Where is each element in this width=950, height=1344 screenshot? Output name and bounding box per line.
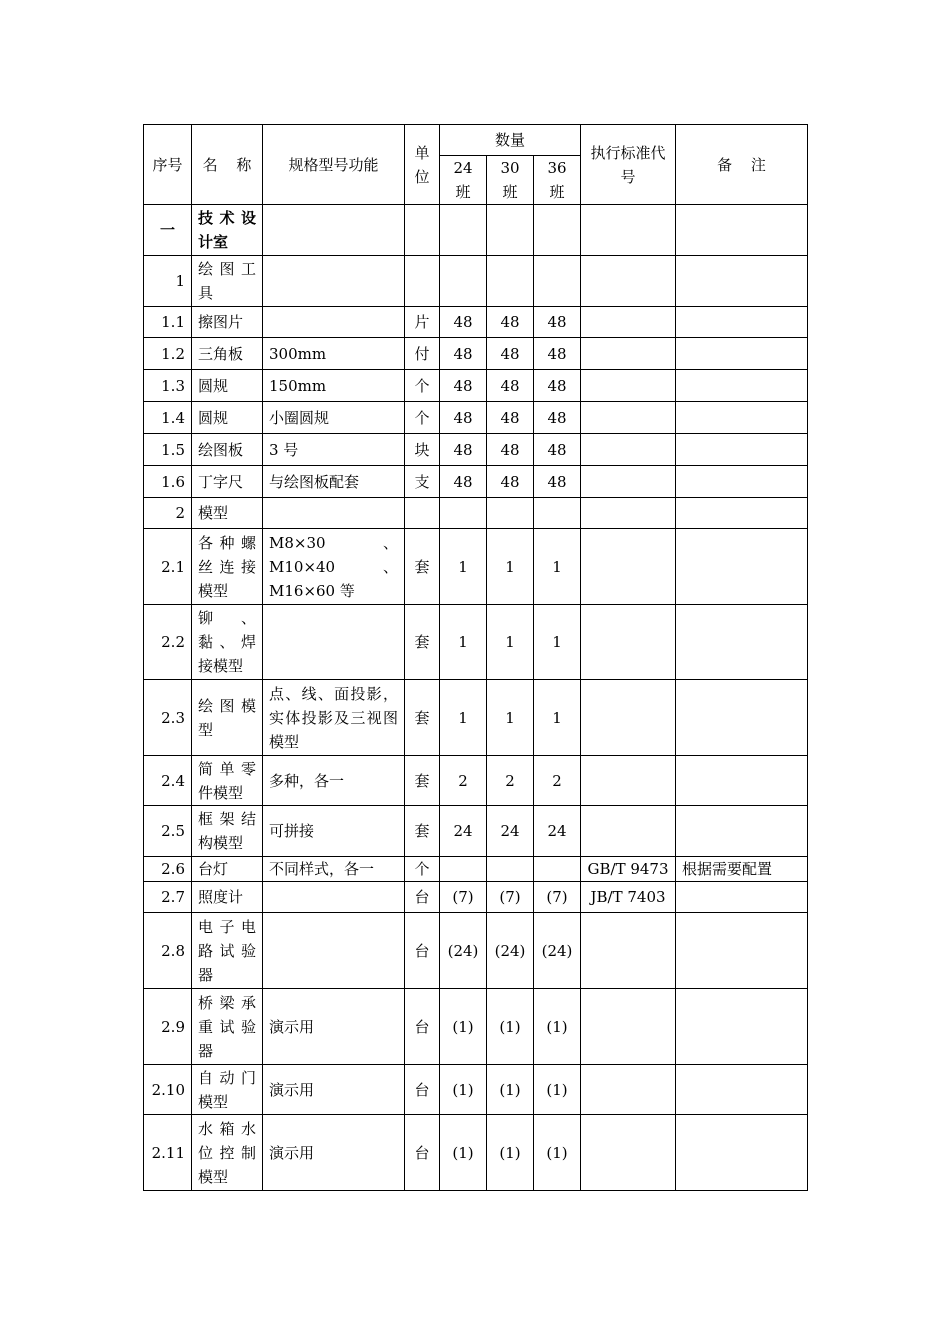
table-row bbox=[144, 402, 808, 434]
row-spec: 多种，各一 bbox=[263, 756, 405, 806]
header-qty: 数量 bbox=[440, 125, 581, 156]
row-spec: 3 号 bbox=[263, 434, 405, 466]
table-body bbox=[144, 125, 808, 1191]
row-seq: 1.6 bbox=[144, 466, 192, 498]
row-seq: 一 bbox=[144, 205, 192, 256]
row-unit bbox=[405, 498, 440, 529]
row-spec: 小圈圆规 bbox=[263, 402, 405, 434]
row-qty-24: 1 bbox=[440, 680, 487, 756]
row-unit: 台 bbox=[405, 882, 440, 913]
row-qty-36: (1) bbox=[534, 989, 581, 1065]
row-qty-30: 48 bbox=[487, 402, 534, 434]
row-qty-24: 48 bbox=[440, 307, 487, 338]
row-unit: 套 bbox=[405, 605, 440, 680]
row-qty-24: 48 bbox=[440, 402, 487, 434]
row-spec: 点、线、面投影，实体投影及三视图模型 bbox=[263, 680, 405, 756]
row-qty-30: 1 bbox=[487, 529, 534, 605]
row-qty-30: (1) bbox=[487, 1065, 534, 1115]
row-standard bbox=[581, 205, 676, 256]
row-note bbox=[676, 205, 808, 256]
table-row bbox=[144, 1065, 808, 1115]
row-seq: 2.1 bbox=[144, 529, 192, 605]
row-standard bbox=[581, 806, 676, 857]
row-seq: 2.4 bbox=[144, 756, 192, 806]
row-qty-30: 2 bbox=[487, 756, 534, 806]
row-qty-30: (1) bbox=[487, 1115, 534, 1191]
row-name: 圆规 bbox=[192, 402, 263, 434]
table-row bbox=[144, 1115, 808, 1191]
header-spec: 规格型号功能 bbox=[263, 125, 405, 205]
table-row bbox=[144, 338, 808, 370]
row-qty-36: (1) bbox=[534, 1065, 581, 1115]
table-row bbox=[144, 913, 808, 989]
row-qty-36: 48 bbox=[534, 307, 581, 338]
row-spec bbox=[263, 307, 405, 338]
row-unit: 台 bbox=[405, 1115, 440, 1191]
row-spec bbox=[263, 256, 405, 307]
row-qty-36: 1 bbox=[534, 529, 581, 605]
row-note bbox=[676, 882, 808, 913]
row-name: 照度计 bbox=[192, 882, 263, 913]
row-note bbox=[676, 913, 808, 989]
row-name: 自动门模型 bbox=[192, 1065, 263, 1115]
row-spec bbox=[263, 882, 405, 913]
row-name: 台灯 bbox=[192, 857, 263, 882]
row-qty-30: 48 bbox=[487, 434, 534, 466]
row-note bbox=[676, 605, 808, 680]
header-q30: 30 班 bbox=[487, 156, 534, 205]
row-note bbox=[676, 756, 808, 806]
row-qty-30: (7) bbox=[487, 882, 534, 913]
row-qty-24: (1) bbox=[440, 1065, 487, 1115]
row-qty-36: 48 bbox=[534, 338, 581, 370]
table-row bbox=[144, 680, 808, 756]
row-standard bbox=[581, 498, 676, 529]
row-qty-30 bbox=[487, 498, 534, 529]
header-name: 名 称 bbox=[192, 125, 263, 205]
row-note bbox=[676, 529, 808, 605]
row-qty-24: 1 bbox=[440, 605, 487, 680]
row-qty-30: 48 bbox=[487, 370, 534, 402]
row-note bbox=[676, 989, 808, 1065]
row-qty-30: 24 bbox=[487, 806, 534, 857]
row-unit: 支 bbox=[405, 466, 440, 498]
row-seq: 1.5 bbox=[144, 434, 192, 466]
row-unit bbox=[405, 205, 440, 256]
row-unit: 套 bbox=[405, 756, 440, 806]
row-name: 桥梁承重试验器 bbox=[192, 989, 263, 1065]
row-qty-24 bbox=[440, 857, 487, 882]
row-name: 简单零件模型 bbox=[192, 756, 263, 806]
row-unit: 片 bbox=[405, 307, 440, 338]
row-qty-24: (1) bbox=[440, 1115, 487, 1191]
row-spec: M8×30 、M10×40、M16×60 等 bbox=[263, 529, 405, 605]
row-standard bbox=[581, 338, 676, 370]
row-spec: 300mm bbox=[263, 338, 405, 370]
row-note bbox=[676, 680, 808, 756]
row-spec: 150mm bbox=[263, 370, 405, 402]
row-unit: 套 bbox=[405, 680, 440, 756]
row-seq: 2.11 bbox=[144, 1115, 192, 1191]
row-qty-36: (7) bbox=[534, 882, 581, 913]
table-row bbox=[144, 989, 808, 1065]
row-unit: 块 bbox=[405, 434, 440, 466]
row-note bbox=[676, 498, 808, 529]
row-qty-36: 48 bbox=[534, 402, 581, 434]
row-unit: 台 bbox=[405, 1065, 440, 1115]
row-standard bbox=[581, 989, 676, 1065]
row-qty-24 bbox=[440, 205, 487, 256]
row-seq: 2.7 bbox=[144, 882, 192, 913]
row-spec bbox=[263, 605, 405, 680]
row-qty-30 bbox=[487, 857, 534, 882]
row-qty-24: 48 bbox=[440, 338, 487, 370]
header-std: 执行标准代号 bbox=[581, 125, 676, 205]
row-note bbox=[676, 256, 808, 307]
row-qty-36: 48 bbox=[534, 466, 581, 498]
row-seq: 2.10 bbox=[144, 1065, 192, 1115]
row-note bbox=[676, 402, 808, 434]
header-q36: 36 班 bbox=[534, 156, 581, 205]
row-unit: 台 bbox=[405, 913, 440, 989]
row-unit bbox=[405, 256, 440, 307]
row-qty-36: (24) bbox=[534, 913, 581, 989]
row-note bbox=[676, 434, 808, 466]
row-qty-24: 1 bbox=[440, 529, 487, 605]
row-qty-24: 48 bbox=[440, 466, 487, 498]
row-qty-36 bbox=[534, 205, 581, 256]
row-standard bbox=[581, 1115, 676, 1191]
row-qty-24 bbox=[440, 256, 487, 307]
row-name: 模型 bbox=[192, 498, 263, 529]
row-qty-30: 1 bbox=[487, 680, 534, 756]
row-seq: 2.8 bbox=[144, 913, 192, 989]
row-spec bbox=[263, 498, 405, 529]
row-standard bbox=[581, 466, 676, 498]
table-row bbox=[144, 882, 808, 913]
table-row bbox=[144, 466, 808, 498]
header-seq: 序号 bbox=[144, 125, 192, 205]
row-name: 铆 、黏、焊接模型 bbox=[192, 605, 263, 680]
row-standard bbox=[581, 256, 676, 307]
row-note: 根据需要配置 bbox=[676, 857, 808, 882]
row-qty-30: (24) bbox=[487, 913, 534, 989]
row-unit: 付 bbox=[405, 338, 440, 370]
row-seq: 2.6 bbox=[144, 857, 192, 882]
row-name: 圆规 bbox=[192, 370, 263, 402]
row-qty-36 bbox=[534, 256, 581, 307]
row-seq: 2.9 bbox=[144, 989, 192, 1065]
row-qty-36: (1) bbox=[534, 1115, 581, 1191]
row-standard bbox=[581, 370, 676, 402]
row-qty-36: 2 bbox=[534, 756, 581, 806]
row-name: 绘图模型 bbox=[192, 680, 263, 756]
row-standard: JB/T 7403 bbox=[581, 882, 676, 913]
row-qty-30 bbox=[487, 256, 534, 307]
row-qty-36: 1 bbox=[534, 605, 581, 680]
table-row bbox=[144, 307, 808, 338]
row-unit: 个 bbox=[405, 402, 440, 434]
row-seq: 1 bbox=[144, 256, 192, 307]
row-seq: 2 bbox=[144, 498, 192, 529]
row-qty-30: 48 bbox=[487, 307, 534, 338]
row-seq: 1.2 bbox=[144, 338, 192, 370]
row-standard: GB/T 9473 bbox=[581, 857, 676, 882]
row-qty-24: 48 bbox=[440, 434, 487, 466]
table-row bbox=[144, 605, 808, 680]
row-spec: 演示用 bbox=[263, 1065, 405, 1115]
row-qty-30: 48 bbox=[487, 338, 534, 370]
row-note bbox=[676, 307, 808, 338]
row-spec: 演示用 bbox=[263, 989, 405, 1065]
row-qty-36: 1 bbox=[534, 680, 581, 756]
row-unit: 套 bbox=[405, 529, 440, 605]
table-row bbox=[144, 806, 808, 857]
row-qty-24: (24) bbox=[440, 913, 487, 989]
row-name: 绘图板 bbox=[192, 434, 263, 466]
row-name: 框架结构模型 bbox=[192, 806, 263, 857]
header-note: 备 注 bbox=[676, 125, 808, 205]
row-note bbox=[676, 806, 808, 857]
row-seq: 1.4 bbox=[144, 402, 192, 434]
row-qty-30: 1 bbox=[487, 605, 534, 680]
row-standard bbox=[581, 434, 676, 466]
row-name: 电子电路试验器 bbox=[192, 913, 263, 989]
table-row bbox=[144, 370, 808, 402]
row-note bbox=[676, 338, 808, 370]
row-qty-24: (7) bbox=[440, 882, 487, 913]
table-row bbox=[144, 498, 808, 529]
row-qty-36 bbox=[534, 857, 581, 882]
row-name: 技术设计室 bbox=[192, 205, 263, 256]
row-seq: 1.1 bbox=[144, 307, 192, 338]
row-qty-24: 2 bbox=[440, 756, 487, 806]
row-seq: 2.3 bbox=[144, 680, 192, 756]
row-qty-36: 48 bbox=[534, 370, 581, 402]
row-spec: 演示用 bbox=[263, 1115, 405, 1191]
row-unit: 个 bbox=[405, 370, 440, 402]
row-qty-24 bbox=[440, 498, 487, 529]
table-row bbox=[144, 256, 808, 307]
row-qty-30 bbox=[487, 205, 534, 256]
row-qty-30: 48 bbox=[487, 466, 534, 498]
table-row bbox=[144, 857, 808, 882]
row-qty-36: 48 bbox=[534, 434, 581, 466]
table-row bbox=[144, 529, 808, 605]
row-seq: 2.2 bbox=[144, 605, 192, 680]
row-name: 擦图片 bbox=[192, 307, 263, 338]
row-note bbox=[676, 466, 808, 498]
row-qty-36: 24 bbox=[534, 806, 581, 857]
row-seq: 2.5 bbox=[144, 806, 192, 857]
row-unit: 个 bbox=[405, 857, 440, 882]
row-standard bbox=[581, 680, 676, 756]
row-qty-36 bbox=[534, 498, 581, 529]
row-spec: 可拼接 bbox=[263, 806, 405, 857]
row-unit: 套 bbox=[405, 806, 440, 857]
table-row bbox=[144, 434, 808, 466]
header-row bbox=[144, 125, 808, 156]
row-standard bbox=[581, 529, 676, 605]
row-name: 三角板 bbox=[192, 338, 263, 370]
table-row bbox=[144, 205, 808, 256]
row-note bbox=[676, 1065, 808, 1115]
row-name: 各种螺丝连接模型 bbox=[192, 529, 263, 605]
row-qty-24: (1) bbox=[440, 989, 487, 1065]
row-name: 水箱水位控制模型 bbox=[192, 1115, 263, 1191]
table-row bbox=[144, 756, 808, 806]
row-name: 绘图工具 bbox=[192, 256, 263, 307]
row-standard bbox=[581, 756, 676, 806]
equipment-table bbox=[143, 124, 808, 1191]
header-unit: 单位 bbox=[405, 125, 440, 205]
row-name: 丁字尺 bbox=[192, 466, 263, 498]
row-spec: 与绘图板配套 bbox=[263, 466, 405, 498]
row-standard bbox=[581, 402, 676, 434]
row-standard bbox=[581, 307, 676, 338]
row-spec bbox=[263, 205, 405, 256]
row-spec: 不同样式，各一 bbox=[263, 857, 405, 882]
row-note bbox=[676, 1115, 808, 1191]
header-q24: 24 班 bbox=[440, 156, 487, 205]
row-qty-24: 48 bbox=[440, 370, 487, 402]
row-seq: 1.3 bbox=[144, 370, 192, 402]
row-qty-24: 24 bbox=[440, 806, 487, 857]
row-note bbox=[676, 370, 808, 402]
row-standard bbox=[581, 913, 676, 989]
row-standard bbox=[581, 605, 676, 680]
row-spec bbox=[263, 913, 405, 989]
row-qty-30: (1) bbox=[487, 989, 534, 1065]
row-standard bbox=[581, 1065, 676, 1115]
row-unit: 台 bbox=[405, 989, 440, 1065]
